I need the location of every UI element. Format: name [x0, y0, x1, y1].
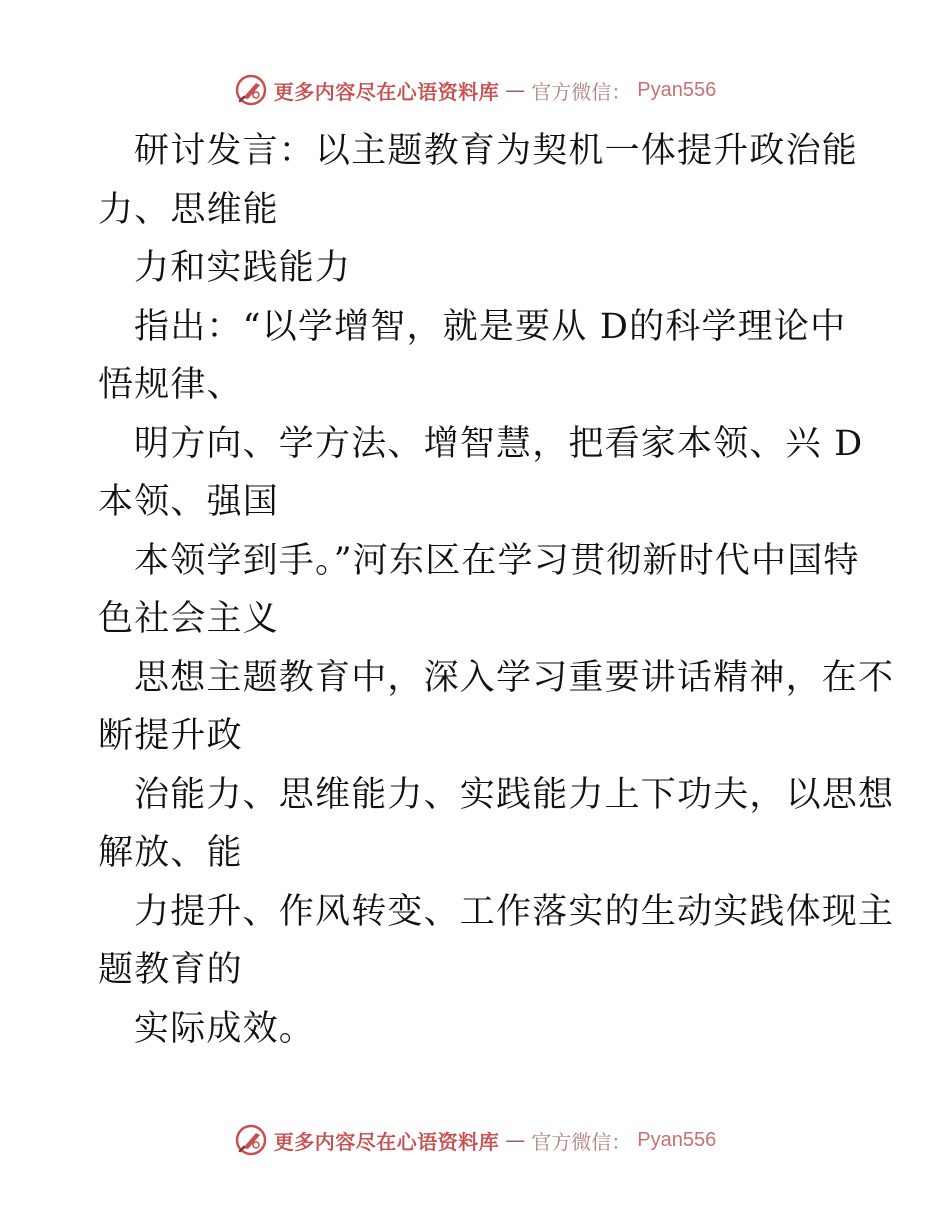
body-line: 断提升政	[98, 716, 243, 756]
body-line: 力、思维能	[98, 189, 280, 230]
header-banner-separator: —	[505, 78, 526, 102]
body-line: 色社会主义	[98, 599, 280, 639]
body-line: 力和实践能力	[134, 248, 352, 288]
document-body	[98, 122, 895, 1058]
header-banner	[0, 70, 950, 110]
body-line: 研讨发言：以主题教育为契机一体提升政治能	[134, 131, 859, 171]
quill-pen-logo-icon	[234, 1123, 268, 1157]
header-banner-text: 更多内容尽在心语资料库	[273, 79, 500, 104]
body-line: 题教育的	[98, 950, 243, 990]
body-line: 本领学到手。”河东区在学习贯彻新时代中国特	[134, 540, 860, 581]
header-wechat-label: 官方微信：	[531, 79, 632, 104]
footer-wechat-id: Pyan556	[637, 1128, 717, 1151]
footer-banner	[0, 1120, 950, 1160]
footer-wechat-label: 官方微信：	[531, 1129, 632, 1154]
quill-pen-logo-icon	[234, 73, 268, 107]
body-line: 指出：“以学增智，就是要从 D的科学理论中	[134, 306, 847, 347]
body-line: 明方向、学方法、增智慧，把看家本领、兴 D	[134, 423, 864, 464]
body-line: 悟规律、	[98, 365, 243, 405]
footer-banner-separator: —	[505, 1128, 526, 1152]
body-line: 实际成效。	[134, 1008, 316, 1049]
footer-banner-text: 更多内容尽在心语资料库	[273, 1129, 500, 1154]
body-line: 思想主题教育中，深入学习重要讲话精神，在不	[134, 657, 895, 698]
body-line: 力提升、作风转变、工作落实的生动实践体现主	[134, 891, 895, 932]
header-wechat-id: Pyan556	[637, 78, 717, 101]
body-line: 解放、能	[98, 833, 243, 873]
body-line: 本领、强国	[98, 482, 280, 522]
body-line: 治能力、思维能力、实践能力上下功夫，以思想	[134, 774, 895, 815]
